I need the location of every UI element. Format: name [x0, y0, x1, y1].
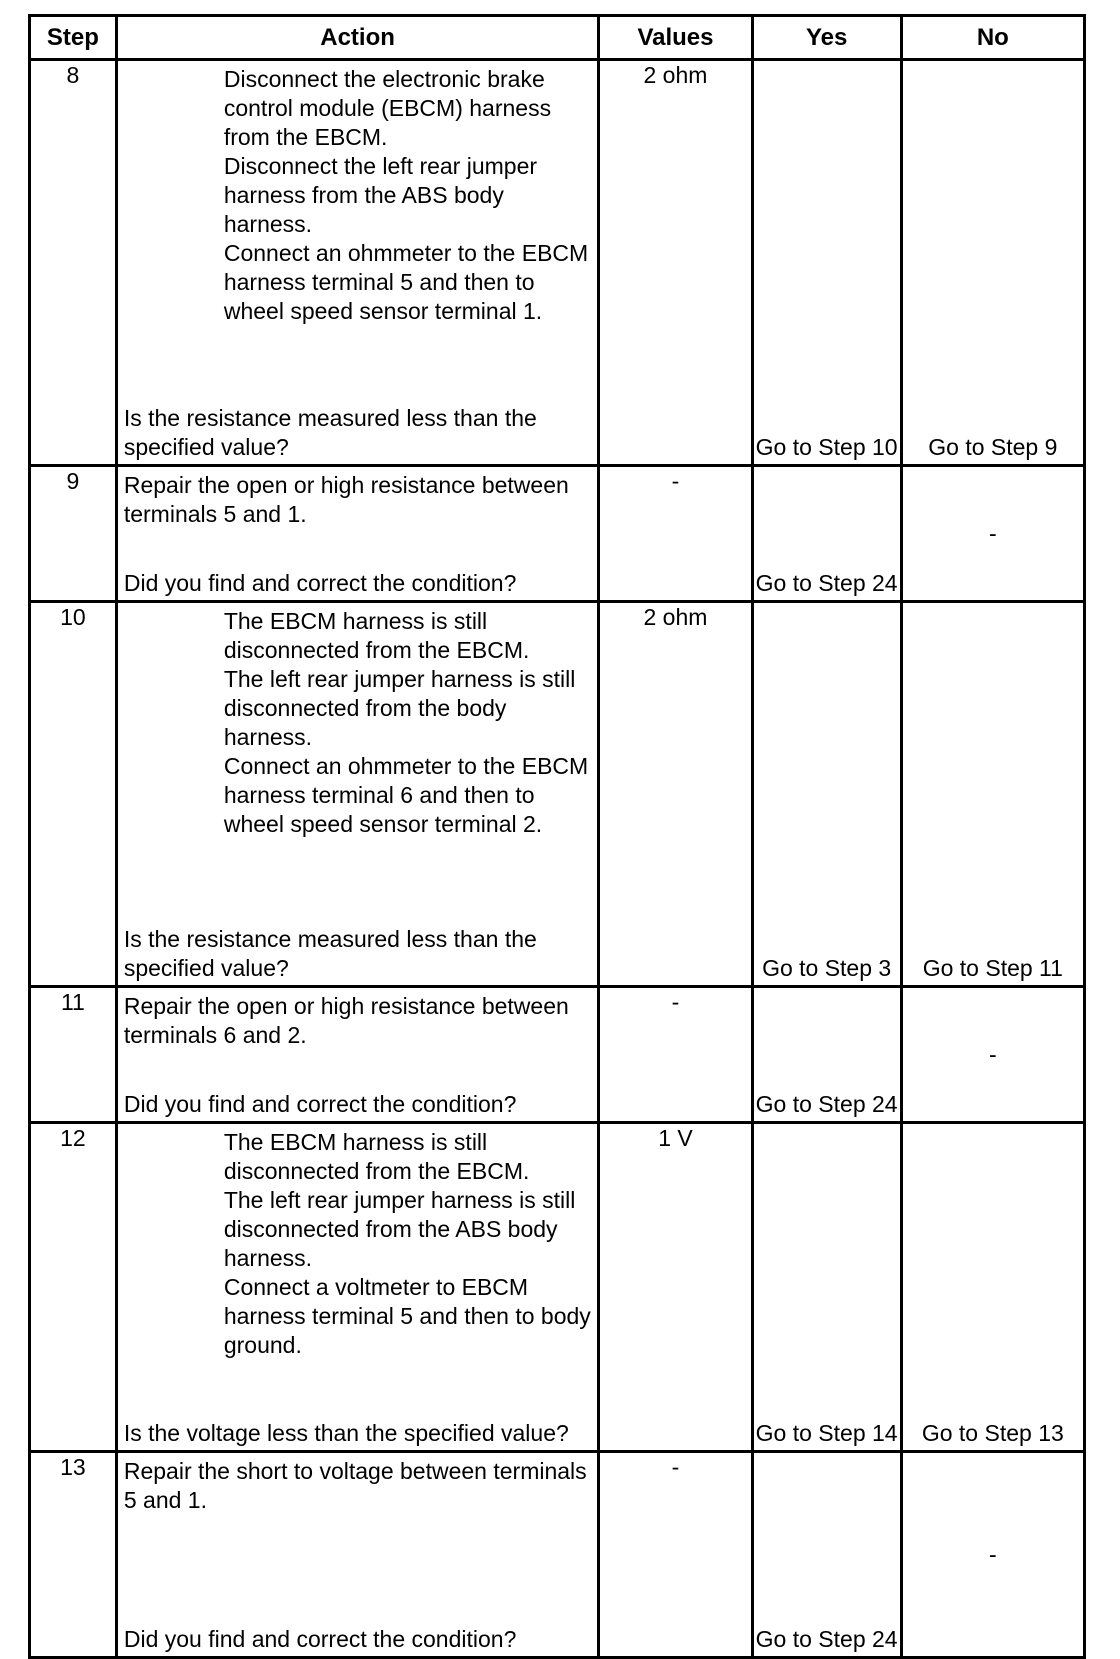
yes-cell	[752, 1123, 901, 1452]
value-cell: 1 V	[599, 1123, 752, 1452]
action-line: Connect an ohmmeter to the EBCM harness terminal 5 and then to wheel speed sensor terminal 1.	[223, 240, 589, 324]
action-question: Did you find and correct the condition?	[123, 1091, 517, 1117]
no-goto: -	[988, 1041, 997, 1067]
diagnostic-table	[28, 14, 1086, 1659]
yes-cell	[752, 987, 901, 1123]
step-number: 9	[30, 466, 117, 602]
no-cell	[901, 60, 1084, 466]
table-row	[30, 987, 1085, 1123]
yes-goto: Go to Step 3	[762, 955, 892, 981]
no-cell	[901, 1452, 1084, 1658]
value-cell: 2 ohm	[599, 60, 752, 466]
yes-cell	[752, 466, 901, 602]
action-steps	[224, 1128, 591, 1360]
action-line: The EBCM harness is still disconnected from the EBCM.	[223, 608, 530, 663]
yes-cell	[752, 602, 901, 987]
action-cell	[116, 60, 598, 466]
action-line: Repair the short to voltage between terminals 5 and 1.	[123, 1458, 587, 1513]
action-line: Connect an ohmmeter to the EBCM harness terminal 6 and then to wheel speed sensor terminal 2.	[223, 753, 589, 837]
action-question: Is the voltage less than the specified value?	[123, 1420, 569, 1446]
table-row	[30, 60, 1085, 466]
action-line: The EBCM harness is still disconnected from the EBCM.	[223, 1129, 530, 1184]
action-line: The left rear jumper harness is still disconnected from the body harness.	[223, 666, 576, 750]
header-yes: Yes	[752, 16, 901, 60]
action-line: Disconnect the left rear jumper harness from the ABS body harness.	[223, 153, 538, 237]
action-steps	[224, 65, 591, 326]
no-goto: Go to Step 13	[921, 1420, 1064, 1446]
value-cell: -	[599, 987, 752, 1123]
action-cell	[116, 987, 598, 1123]
step-number: 12	[30, 1123, 117, 1452]
no-cell	[901, 466, 1084, 602]
no-goto: -	[988, 520, 997, 546]
action-line: Connect a voltmeter to EBCM harness terminal 5 and then to body ground.	[223, 1274, 591, 1358]
step-number: 10	[30, 602, 117, 987]
step-number: 11	[30, 987, 117, 1123]
step-number: 8	[30, 60, 117, 466]
action-cell	[116, 466, 598, 602]
value-cell: 2 ohm	[599, 602, 752, 987]
action-steps	[224, 607, 591, 839]
action-line: Repair the open or high resistance between terminals 5 and 1.	[123, 472, 569, 527]
no-cell	[901, 602, 1084, 987]
yes-cell	[752, 1452, 901, 1658]
action-question: Is the resistance measured less than the specified value?	[123, 926, 537, 981]
yes-cell	[752, 60, 901, 466]
header-no: No	[901, 16, 1084, 60]
yes-goto: Go to Step 14	[755, 1420, 898, 1446]
no-cell	[901, 987, 1084, 1123]
header-row	[30, 16, 1085, 60]
table-row	[30, 602, 1085, 987]
no-goto: -	[988, 1541, 997, 1567]
action-line: Disconnect the electronic brake control module (EBCM) harness from the EBCM.	[223, 66, 552, 150]
action-cell	[116, 1452, 598, 1658]
value-cell: -	[599, 1452, 752, 1658]
no-goto: Go to Step 9	[928, 434, 1058, 460]
step-number: 13	[30, 1452, 117, 1658]
action-question: Did you find and correct the condition?	[123, 1626, 517, 1652]
table-row	[30, 1123, 1085, 1452]
yes-goto: Go to Step 10	[755, 434, 898, 460]
action-line: Repair the open or high resistance between terminals 6 and 2.	[123, 993, 569, 1048]
header-step: Step	[30, 16, 117, 60]
action-line: The left rear jumper harness is still disconnected from the ABS body harness.	[223, 1187, 576, 1271]
yes-goto: Go to Step 24	[755, 570, 898, 596]
no-goto: Go to Step 11	[922, 955, 1063, 981]
header-values: Values	[599, 16, 752, 60]
action-question: Is the resistance measured less than the specified value?	[123, 405, 537, 460]
action-question: Did you find and correct the condition?	[123, 570, 517, 596]
yes-goto: Go to Step 24	[755, 1091, 898, 1117]
table-row	[30, 1452, 1085, 1658]
table-row	[30, 466, 1085, 602]
value-cell: -	[599, 466, 752, 602]
yes-goto: Go to Step 24	[755, 1626, 898, 1652]
header-action: Action	[116, 16, 598, 60]
action-cell	[116, 602, 598, 987]
no-cell	[901, 1123, 1084, 1452]
action-cell	[116, 1123, 598, 1452]
